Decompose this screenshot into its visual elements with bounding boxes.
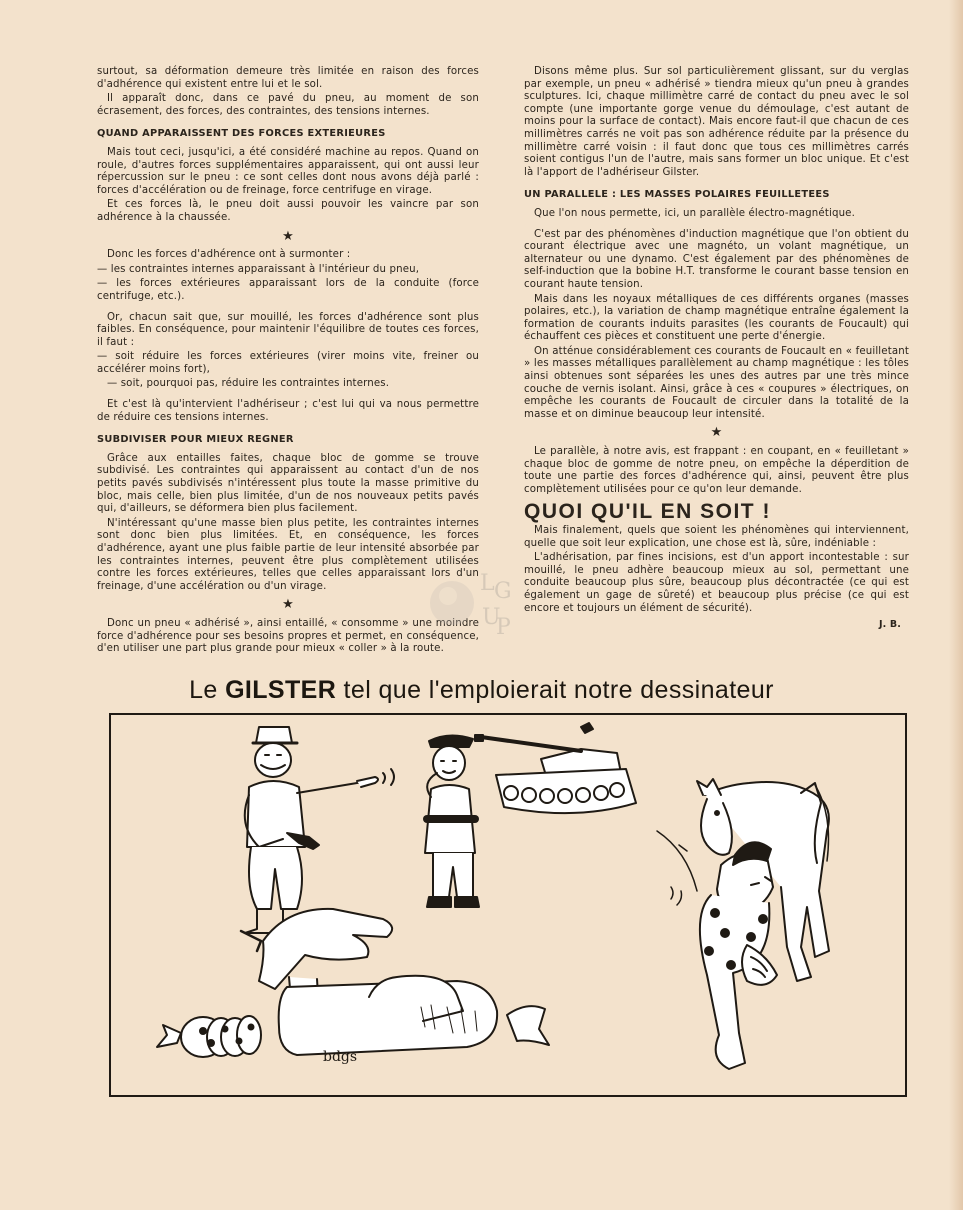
paragraph: L'adhérisation, par fines incisions, est d'un apport incontestable : sur mouillé, le pneu adhère beaucoup mieux au sol, permettant une conduite beaucoup plus sûre, beaucoup plus décontractée (ce qui est également un gage de sûreté) et beaucoup plus précise (ce qui est encore et toujours un élément de sécurité).	[524, 552, 909, 614]
officer-pointing-figure	[245, 727, 394, 933]
list-item: — les contraintes internes apparaissant à l'intérieur du pneu,	[97, 263, 420, 275]
section-heading: SUBDIVISER POUR MIEUX REGNER	[97, 434, 294, 446]
hand-slicing-sausage	[157, 909, 549, 1065]
star-separator: ★	[282, 228, 294, 244]
paragraph: Mais finalement, quels que soient les phénomènes qui interviennent, quelle que soit leur explication, une chose est là, sûre, indéniable :	[524, 525, 909, 549]
paragraph: Donc les forces d'adhérence ont à surmonter :	[107, 249, 351, 261]
caption-brand: GILSTER	[225, 676, 337, 704]
paragraph: Grâce aux entailles faites, chaque bloc de gomme se trouve subdivisé. Les contraintes qui apparaissent au contact d'un de nos petits pavés subdivisés n'intéressent plus toute la masse primitive du bloc, mais celle, bien plus limitée, d'un de nos nouveaux petits pavés qui, d'ailleurs, se déformera bien plus facilement.	[97, 452, 479, 515]
list-item: — soit réduire les forces extérieures (virer moins vite, freiner ou accélérer moins fort),	[97, 351, 479, 375]
paragraph: N'intéressant qu'une masse bien plus petite, les contraintes internes sont donc bien plus limitées. Et, en conséquence, les forces d'adhérence, ayant une plus faible partie de leur intensité absorbée par les contraintes internes, peuvent être plus complètement utilisées contre les forces extérieures, telles que celles apparaissant lors d'un freinage, d'une accélération ou d'un virage.	[97, 517, 479, 592]
cartoon-panel	[109, 713, 907, 1097]
paragraph: Disons même plus. Sur sol particulièrement glissant, sur du verglas par exemple, un pneu « adhérisé » tiendra mieux qu'un pneu à grandes sculptures. Ici, chaque millimètre carré de contact du pneu avec le sol compte (une importante gorge venue du démoulage, c'est autant de moins pour la surface de contact). Mais encore faut-il que chacun de ces millimètres carrés ne voit pas son adhérence réduite par la présence du millimètre carré voisin : il faut donc que tous ces millimètres carrés soient contigus l'un de l'autre, mais sans former un bloc unique. Et c'est là l'apport de l'adhériseur Gilster.	[524, 66, 909, 178]
paragraph: C'est par des phénomènes d'induction magnétique que l'on obtient du courant électrique avec une magnéto, un volant magnétique, un alternateur ou une dynamo. C'est également par des phénomènes de self-induction que la bobine H.T. transforme le courant basse tension en courant haute tension.	[524, 228, 909, 290]
section-heading: QUAND APPARAISSENT DES FORCES EXTERIEURES	[97, 128, 386, 140]
paragraph: Mais tout ceci, jusqu'ici, a été considéré machine au repos. Quand on roule, d'autres forces supplémentaires apparaissent, qui ont aussi leur répercussion sur le pneu : ce sont celles dont nous avons déjà parlé : forces d'accélération ou de freinage, force centrifuge en virage.	[97, 146, 479, 196]
section-heading: UN PARALLELE : LES MASSES POLAIRES FEUILLETEES	[524, 189, 830, 201]
star-separator: ★	[710, 425, 723, 441]
sausage-label: bdgs	[323, 1049, 358, 1065]
paragraph: Il apparaît donc, dans ce pavé du pneu, au moment de son écrasement, des forces, des contraintes, des tensions internes.	[97, 93, 479, 117]
caption-prefix: Le	[189, 676, 226, 704]
paragraph: Or, chacun sait que, sur mouillé, les forces d'adhérence sont plus faibles. En conséquence, pour maintenir l'équilibre de toutes ces forces, il faut :	[97, 311, 479, 348]
svg-text:U: U	[482, 605, 501, 630]
paragraph: surtout, sa déformation demeure très limitée en raison des forces d'adhérence qui existent entre lui et le sol.	[97, 66, 479, 90]
paragraph: Le parallèle, à notre avis, est frappant : en coupant, en « feuilletant » chaque bloc de gomme de notre pneu, on empêche la déperdition de toute une partie des forces d'adhérence qui, ainsi, peuvent être plus complètement utilisées pour ce qu'on leur demande.	[524, 446, 909, 495]
caption-suffix: tel que l'emploierait notre dessinateur	[336, 676, 774, 704]
paragraph: Et ces forces là, le pneu doit aussi pouvoir les vaincre par son adhérence à la chaussée.	[97, 199, 479, 223]
horse-and-jockey	[657, 779, 829, 1069]
list-item: — les forces extérieures apparaissant lors de la conduite (force centrifuge, etc.).	[97, 278, 479, 302]
commander-thinking-figure	[425, 735, 479, 907]
paragraph: Et c'est là qu'intervient l'adhériseur ; c'est lui qui va nous permettre de réduire ces tensions internes.	[97, 399, 479, 423]
cartoon-caption	[0, 676, 963, 705]
right-column	[524, 66, 909, 632]
tank-drawing	[475, 723, 636, 813]
svg-text:P: P	[496, 615, 511, 640]
list-item: — soit, pourquoi pas, réduire les contraintes internes.	[107, 378, 390, 390]
paragraph: Mais dans les noyaux métalliques de ces différents organes (masses polaires, etc.), la variation de champ magnétique entraîne également la formation de courants induits parasites (les courants de Foucault) qui échauffent ces pièces et constituent une perte d'énergie.	[524, 293, 909, 343]
page-edge	[949, 0, 963, 1210]
author-signature: J. B.	[878, 619, 901, 631]
svg-text:L: L	[480, 571, 495, 596]
svg-text:G: G	[494, 579, 512, 604]
watermark-stamp-icon	[422, 558, 522, 648]
star-separator: ★	[282, 597, 294, 613]
paragraph: Que l'on nous permette, ici, un parallèle électro-magnétique.	[534, 207, 855, 219]
section-title: QUOI QU'IL EN SOIT !	[524, 500, 771, 524]
paragraph: On atténue considérablement ces courants de Foucault en « feuilletant » les masses métalliques parallèlement au champ magnétique : les tôles ainsi obtenues sont séparées les unes des autres par une très mince couche de vernis isolant. Ainsi, grâce à ces « coupures » électriques, on empêche les courants de Foucault de circuler dans la totalité de la masse et on diminue beaucoup leur intensité.	[524, 345, 909, 420]
paragraph: Donc un pneu « adhérisé », ainsi entaillé, « consomme » une moindre force d'adhérence pour ses besoins propres et permet, en conséquence, d'en utiliser une part plus grande pour mieux « coller » à la route.	[97, 617, 479, 655]
